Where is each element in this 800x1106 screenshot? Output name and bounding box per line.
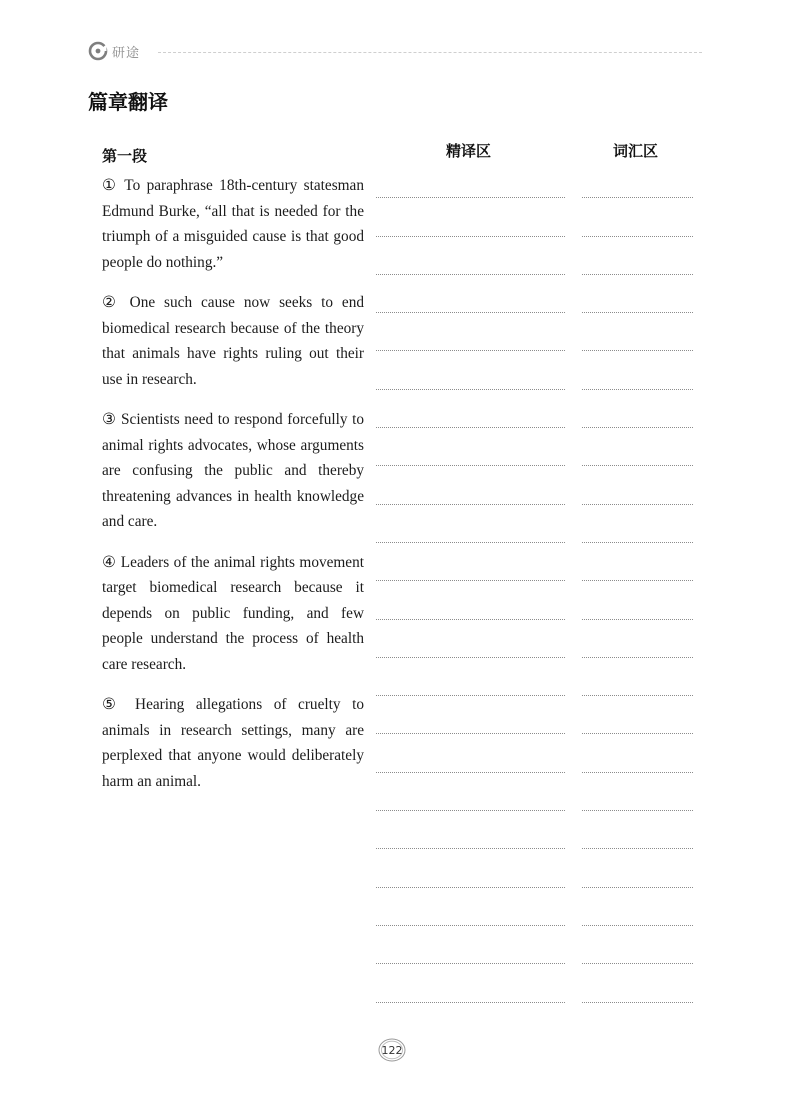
sentence-3: ③ Scientists need to respond forcefully to animal rights advocates, whose arguments are confusing the public and thereby threatening advances in health knowledge and care. — [102, 411, 364, 530]
translation-line[interactable] — [376, 351, 565, 389]
sentence-5: ⑤ Hearing allegations of cruelty to animals in research settings, many are perplexed that anyone would deliberately harm an animal. — [102, 696, 364, 790]
paragraph-title: 第一段 — [102, 147, 148, 165]
sentence-1: ① To paraphrase 18th-century statesman Edmund Burke, “all that is needed for the triumph of a misguided cause is that good people do nothing.” — [102, 177, 364, 271]
vocabulary-line[interactable] — [582, 313, 693, 351]
translation-line[interactable] — [376, 198, 565, 236]
translation-line[interactable] — [376, 275, 565, 313]
vocabulary-line[interactable] — [582, 351, 693, 389]
translation-line[interactable] — [376, 658, 565, 696]
translation-line[interactable] — [376, 811, 565, 849]
vocabulary-line[interactable] — [582, 390, 693, 428]
vocabulary-line[interactable] — [582, 696, 693, 734]
vocabulary-line[interactable] — [582, 543, 693, 581]
vocabulary-line[interactable] — [582, 160, 693, 198]
brand-name: 研途 — [112, 45, 141, 61]
translation-line[interactable] — [376, 964, 565, 1002]
vocabulary-line[interactable] — [582, 658, 693, 696]
vocabulary-line[interactable] — [582, 773, 693, 811]
vocabulary-line[interactable] — [582, 849, 693, 887]
translation-line[interactable] — [376, 696, 565, 734]
translation-line[interactable] — [376, 888, 565, 926]
translation-writing-area[interactable] — [376, 160, 565, 1003]
translation-line[interactable] — [376, 160, 565, 198]
translation-line[interactable] — [376, 581, 565, 619]
translation-line[interactable] — [376, 773, 565, 811]
vocabulary-line[interactable] — [582, 926, 693, 964]
translation-column-header: 精译区 — [446, 142, 492, 160]
translation-line[interactable] — [376, 926, 565, 964]
page-header — [88, 40, 702, 64]
brand-logo — [88, 41, 140, 61]
vocabulary-line[interactable] — [582, 734, 693, 772]
translation-line[interactable] — [376, 849, 565, 887]
vocabulary-line[interactable] — [582, 428, 693, 466]
sentence-4: ④ Leaders of the animal rights movement target biomedical research because it depends on public funding, and few people understand the process of health care research. — [102, 553, 364, 673]
translation-line[interactable] — [376, 505, 565, 543]
vocabulary-line[interactable] — [582, 237, 693, 275]
vocabulary-writing-area[interactable] — [582, 160, 693, 1003]
translation-line[interactable] — [376, 620, 565, 658]
section-title: 篇章翻译 — [88, 90, 168, 114]
vocabulary-line[interactable] — [582, 811, 693, 849]
translation-line[interactable] — [376, 428, 565, 466]
vocabulary-line[interactable] — [582, 581, 693, 619]
vocabulary-line[interactable] — [582, 466, 693, 504]
translation-line[interactable] — [376, 237, 565, 275]
translation-line[interactable] — [376, 390, 565, 428]
vocabulary-column-header: 词汇区 — [613, 142, 659, 160]
page-number: 122 — [381, 1043, 403, 1057]
vocabulary-line[interactable] — [582, 505, 693, 543]
translation-line[interactable] — [376, 466, 565, 504]
header-divider — [158, 52, 702, 53]
swirl-logo-icon — [88, 41, 108, 61]
vocabulary-line[interactable] — [582, 888, 693, 926]
vocabulary-line[interactable] — [582, 275, 693, 313]
passage-text — [102, 173, 364, 809]
translation-line[interactable] — [376, 543, 565, 581]
translation-line[interactable] — [376, 313, 565, 351]
translation-line[interactable] — [376, 734, 565, 772]
page-number-badge — [378, 1038, 406, 1062]
vocabulary-line[interactable] — [582, 620, 693, 658]
vocabulary-line[interactable] — [582, 964, 693, 1002]
vocabulary-line[interactable] — [582, 198, 693, 236]
sentence-2: ② One such cause now seeks to end biomedical research because of the theory that animals have rights ruling out their use in research. — [102, 294, 364, 388]
